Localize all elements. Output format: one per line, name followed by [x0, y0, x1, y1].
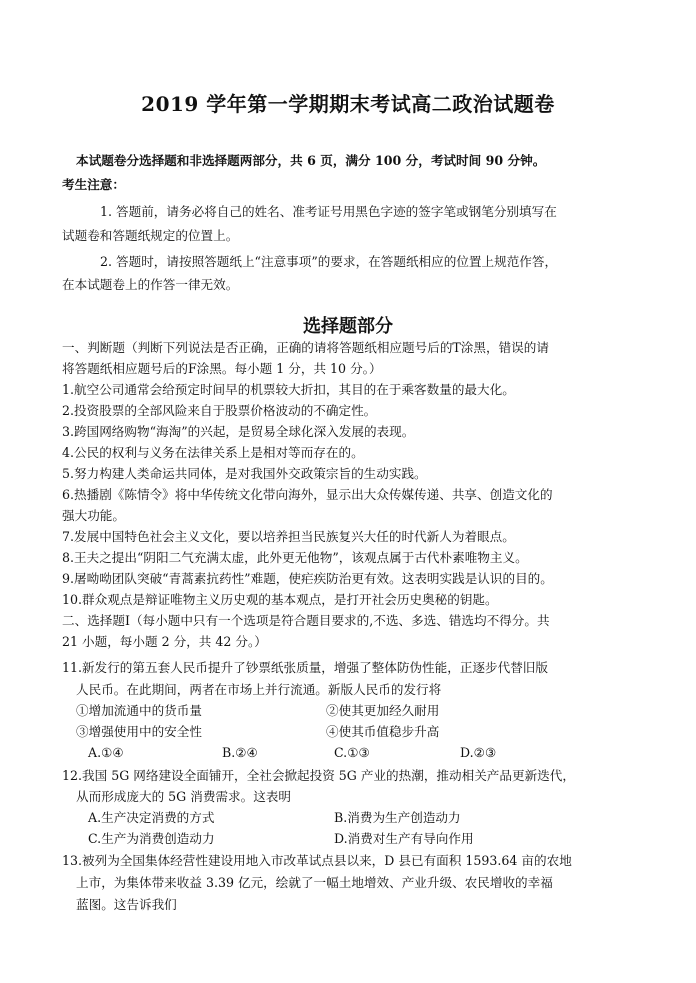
judgment-item: 6.热播剧《陈情令》将中华传统文化带向海外，显示出大众传媒传递、共享、创造文化的	[62, 487, 553, 502]
question-stem: 从而形成庞大的 5G 消费需求。这表明	[76, 789, 291, 804]
note-line: 2. 答题时，请按照答题纸上“注意事项”的要求，在答题纸相应的位置上规范作答，	[100, 254, 558, 269]
answer-option: C.生产为消费创造动力	[88, 831, 215, 846]
question-stem: 蓝图。这告诉我们	[76, 897, 177, 912]
judgment-item: 4.公民的权利与义务在法律关系上是相对等而存在的。	[62, 445, 364, 460]
part2-header: 21 小题，每小题 2 分，共 42 分。）	[62, 634, 267, 649]
statement-item: ③增强使用中的安全性	[76, 724, 202, 739]
answer-option: A.①④	[88, 745, 124, 760]
answer-option: D.消费对生产有导向作用	[334, 831, 474, 846]
answer-option: A.生产决定消费的方式	[88, 810, 215, 825]
answer-option: D.②③	[460, 745, 497, 760]
question-stem: 11.新发行的第五套人民币提升了钞票纸张质量，增强了整体防伪性能，正逐步代替旧版	[62, 660, 548, 675]
part2-header: 二、选择题Ⅰ（每小题中只有一个选项是符合题目要求的,不选、多选、错选均不得分。共	[62, 613, 550, 628]
judgment-item: 8.王夫之提出“阴阳二气充满太虚，此外更无他物”，该观点属于古代朴素唯物主义。	[62, 550, 528, 565]
note-line: 试题卷和答题纸规定的位置上。	[62, 228, 239, 243]
judgment-item: 10.群众观点是辩证唯物主义历史观的基本观点，是打开社会历史奥秘的钥匙。	[62, 592, 498, 607]
part1-header: 将答题纸相应题号后的F涂黑。每小题 1 分，共 10 分。）	[62, 361, 382, 376]
judgment-item: 3.跨国网络购物“海淘”的兴起，是贸易全球化深入发展的表现。	[62, 424, 415, 439]
note-line: 在本试题卷上的作答一律无效。	[62, 277, 239, 292]
question-stem: 13.被列为全国集体经营性建设用地入市改革试点县以来，D 县已有面积 1593.64 亩的农地	[62, 853, 572, 868]
notes-label: 考生注意：	[62, 177, 125, 192]
judgment-item: 5.努力构建人类命运共同体，是对我国外交政策宗旨的生动实践。	[62, 466, 427, 481]
statement-item: ②使其更加经久耐用	[326, 703, 440, 718]
question-stem: 上市，为集体带来收益 3.39 亿元，绘就了一幅土地增效、产业升级、农民增收的幸福	[76, 875, 553, 890]
part1-header: 一、判断题（判断下列说法是否正确，正确的请将答题纸相应题号后的T涂黑，错误的请	[62, 340, 549, 355]
intro-text: 本试题卷分选择题和非选择题两部分，共 6 页，满分 100 分，考试时间 90 分钟。	[76, 153, 546, 168]
answer-option: B.消费为生产创造动力	[334, 810, 461, 825]
judgment-item: 强大功能。	[62, 508, 125, 523]
note-line: 1. 答题前，请务必将自己的姓名、准考证号用黑色字迹的签字笔或钢笔分别填写在	[100, 204, 557, 219]
statement-item: ④使其币值稳步升高	[326, 724, 440, 739]
question-stem: 12.我国 5G 网络建设全面铺开，全社会掀起投资 5G 产业的热潮，推动相关产品更新迭代，	[62, 768, 575, 783]
section-title: 选择题部分	[303, 316, 393, 337]
statement-item: ①增加流通中的货币量	[76, 703, 202, 718]
question-stem: 人民币。在此期间，两者在市场上并行流通。新版人民币的发行将	[76, 682, 442, 697]
exam-title: 2019 学年第一学期期末考试高二政治试题卷	[141, 92, 555, 116]
judgment-item: 9.屠呦呦团队突破“青蒿素抗药性”难题，使疟疾防治更有效。这表明实践是认识的目的。	[62, 571, 553, 586]
judgment-item: 2.投资股票的全部风险来自于股票价格波动的不确定性。	[62, 403, 377, 418]
answer-option: B.②④	[222, 745, 258, 760]
judgment-item: 1.航空公司通常会给预定时间早的机票较大折扣，其目的在于乘客数量的最大化。	[62, 382, 515, 397]
judgment-item: 7.发展中国特色社会主义文化，要以培养担当民族复兴大任的时代新人为着眼点。	[62, 529, 515, 544]
answer-option: C.①③	[334, 745, 370, 760]
